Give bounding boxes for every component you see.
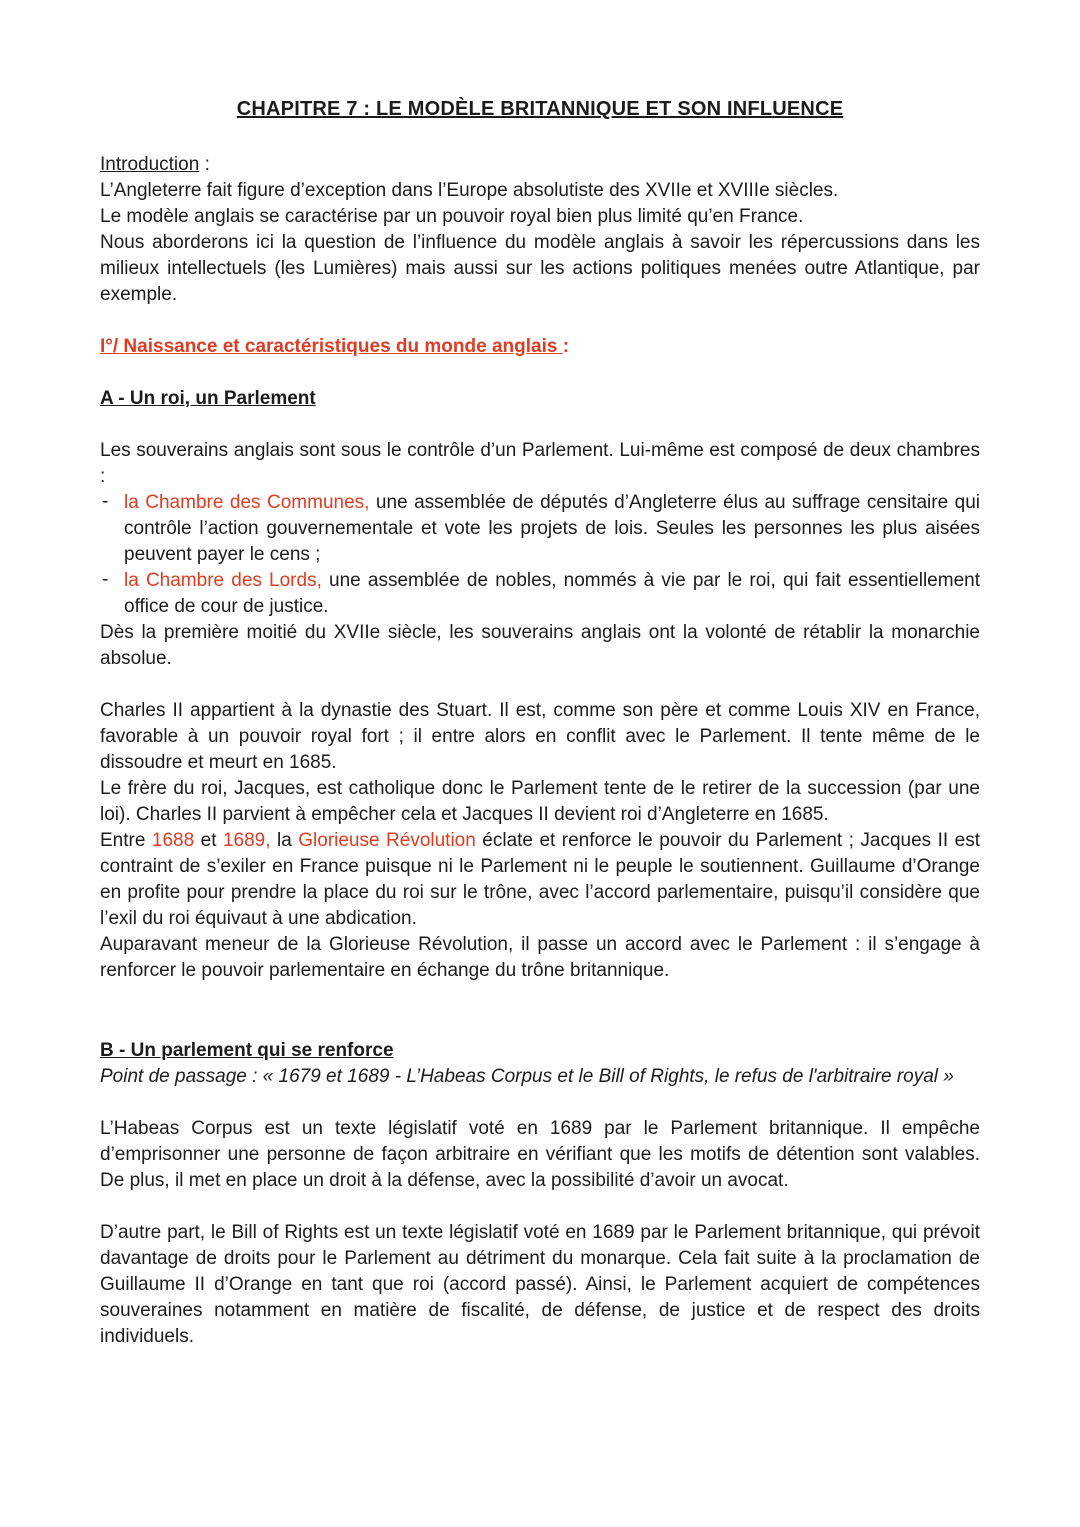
list-item [100,568,980,620]
point-de-passage-block [100,1064,980,1090]
section-1-heading-colon: : [562,336,570,357]
date-1689: 1689, [222,830,271,851]
paragraph-guillaume-accord: Auparavant meneur de la Glorieuse Révolution, il passe un accord avec le Parlement : il s’engage à renforcer le pouvoir parlementaire en échange du trône britannique. [100,934,980,981]
term-glorieuse-revolution: Glorieuse Révolution [298,830,476,851]
text-run: et [194,830,223,851]
introduction-heading [100,152,980,178]
term-chambre-des-lords: la Chambre des Lords, [124,570,322,591]
paragraph-bill-of-rights: D’autre part, le Bill of Rights est un texte législatif voté en 1689 par le Parlement britannique, qui prévoit davantage de droits pour le Parlement au détriment du monarque. Cela fait suite à la proclamation de Guillaume II d’Orange en tant que roi (accord passé). Ainsi, le Parlement acquiert de compétences souveraines notamment en matière de fiscalité, de défense, de justice et de respect des droits individuels. [100,1222,980,1347]
intro-paragraph-line-1: L’Angleterre fait figure d’exception dans l’Europe absolutiste des XVIIe et XVIIIe siècles. [100,180,839,201]
list-dash: - [102,569,109,590]
text-run: la [270,830,299,851]
list-item-text: une assemblée de nobles, nommés à vie par le roi, qui fait essentiellement office de cour de justice. [124,570,980,617]
paragraph-glorieuse-revolution [100,828,980,932]
introduction-label: Introduction [100,154,200,175]
point-de-passage: Point de passage : « 1679 et 1689 - L’Habeas Corpus et le Bill of Rights, le refus de l'arbitraire royal » [100,1066,954,1087]
list-item [100,490,980,568]
paragraph-jacques-ii: Le frère du roi, Jacques, est catholique donc le Parlement tente de le retirer de la succession (par une loi). Charles II parvient à empêcher cela et Jacques II devient roi d’Angleterre en 1685. [100,778,980,825]
list-item-text: une assemblée de députés d’Angleterre élus au suffrage censitaire qui contrôle l’action gouvernementale et vote les projets de lois. Seules les personnes les plus aisées peuvent payer le cens ; [124,492,980,565]
text-run: Entre [100,830,152,851]
stuart-history-block [100,698,980,984]
introduction-section [100,152,980,308]
text-run: éclate et renforce le pouvoir du Parlement ; Jacques II est contraint de s’exiler en France puisque ni le Parlement ni le peuple le soutiennent. Guillaume d’Orange en profite pour prendre la place du roi sur le trône, avec l’accord parlementaire, puisqu’il considère que l’exil du roi équivaut à une abdication. [100,830,980,929]
subsection-b-heading: B - Un parlement qui se renforce [100,1040,394,1061]
paragraph-habeas-corpus: L’Habeas Corpus est un texte législatif voté en 1689 par le Parlement britannique. Il empêche d’emprisonner une personne de façon arbitraire en vérifiant que les motifs de détention sont valables. De plus, il met en place un droit à la défense, avec la possibilité d’avoir un avocat. [100,1118,980,1191]
habeas-corpus-block [100,1116,980,1194]
section-1-heading-text: I°/ Naissance et caractéristiques du monde anglais [100,336,563,357]
term-chambre-des-communes: la Chambre des Communes, [124,492,370,513]
introduction-label-colon: : [199,154,210,175]
subsection-a-heading: A - Un roi, un Parlement [100,388,316,409]
chapter-title: CHAPITRE 7 : LE MODÈLE BRITANNIQUE ET SON INFLUENCE [236,98,844,120]
section-1-heading [100,334,980,360]
paragraph-charles-ii: Charles II appartient à la dynastie des Stuart. Il est, comme son père et comme Louis XIV en France, favorable à un pouvoir royal fort ; il entre alors en conflit avec le Parlement. Il tente même de le dissoudre et meurt en 1685. [100,700,980,773]
paragraph-parliament-control: Les souverains anglais sont sous le contrôle d’un Parlement. Lui-même est composé de deux chambres : [100,440,980,487]
intro-paragraph-line-2: Le modèle anglais se caractérise par un pouvoir royal bien plus limité qu’en France. [100,206,804,227]
intro-paragraph-line-3: Nous aborderons ici la question de l’influence du modèle anglais à savoir les répercussions dans les milieux intellectuels (les Lumières) mais aussi sur les actions politiques menées outre Atlantique, par exemple. [100,232,980,305]
date-1688: 1688 [151,830,195,851]
paragraph-absolute-monarchy: Dès la première moitié du XVIIe siècle, les souverains anglais ont la volonté de rétablir la monarchie absolue. [100,622,980,669]
list-dash: - [102,491,109,512]
bill-of-rights-block [100,1220,980,1350]
parliament-chambers-block [100,438,980,672]
